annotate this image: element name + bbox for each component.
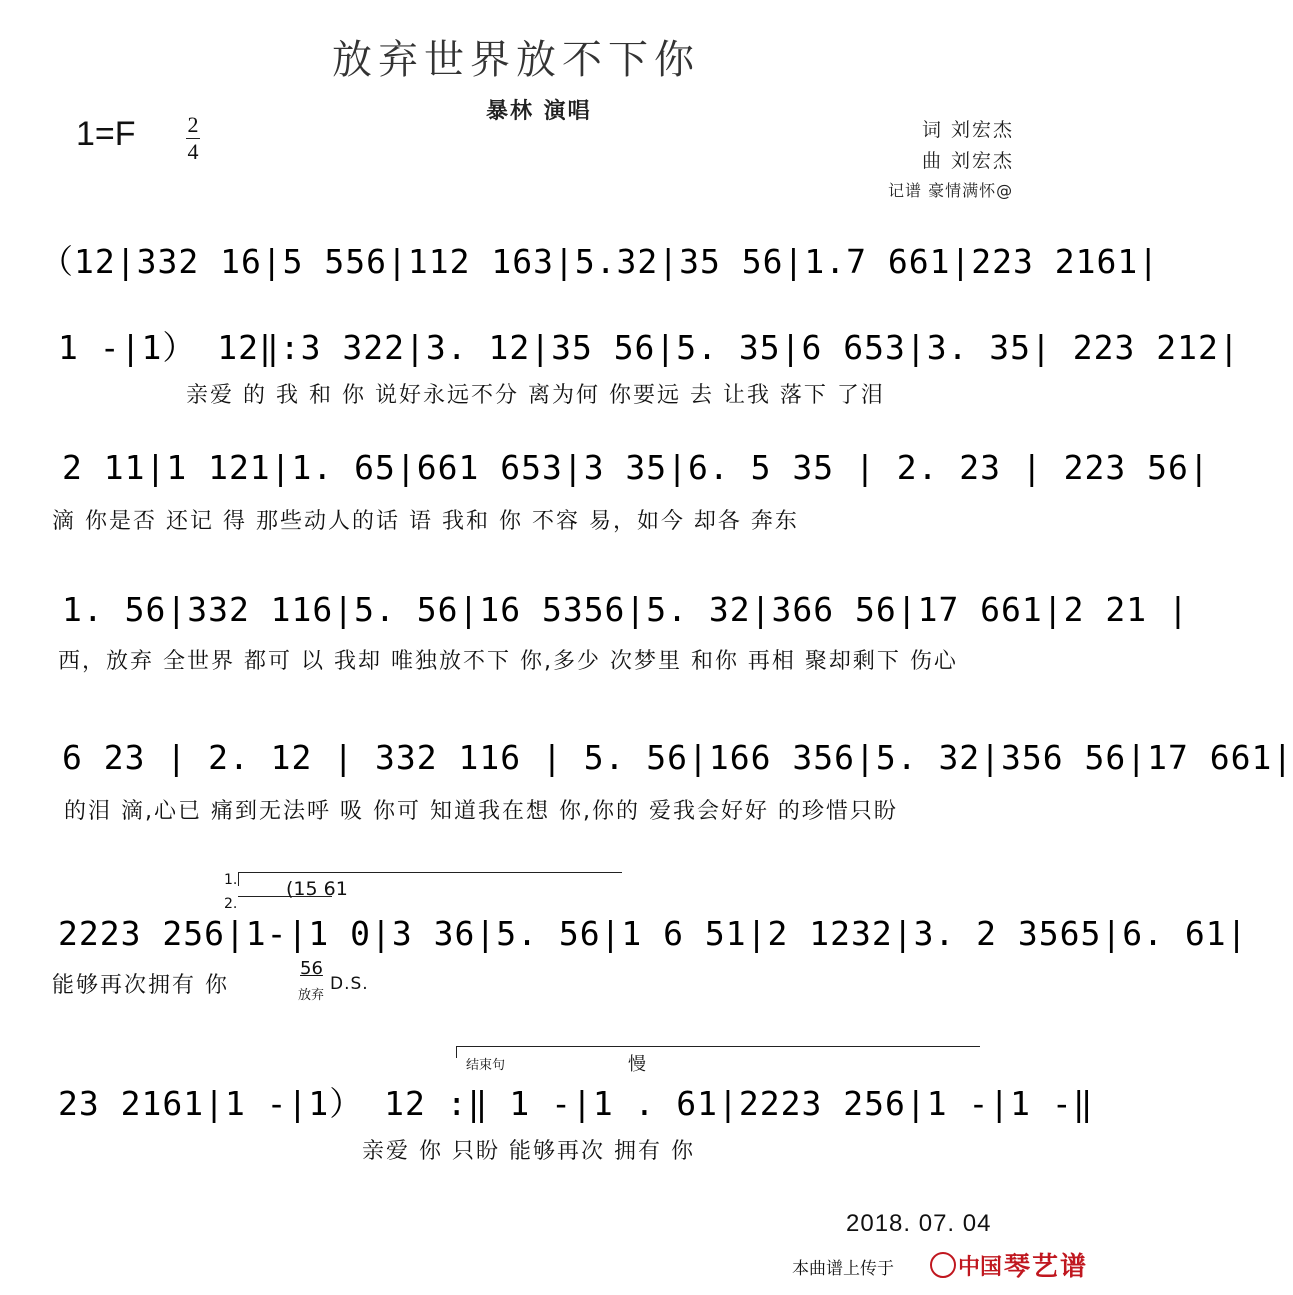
time-signature [183, 112, 203, 165]
time-signature-top: 2 [187, 112, 199, 137]
brand-name-b: 琴艺谱 [1004, 1252, 1089, 1282]
ending-bracket-left [456, 1046, 457, 1058]
substitute-lyric: 放弃 [298, 988, 325, 1003]
lyrics-row-3: 滴 你是否 还记 得 那些动人的话 语 我和 你 不容 易，如今 却各 奔东 [52, 509, 799, 534]
volta-alt-notes: (15 61 [286, 878, 348, 900]
singer-credit: 暴林 演唱 [486, 99, 592, 124]
notation-row-4: 1. 56|332 116|5. 56|16 5356|5. 32|366 56|17 661|2 21 | [62, 590, 1189, 629]
substitute-notes: 56 [300, 958, 323, 979]
lyrics-row-6: 能够再次拥有 你 [52, 973, 229, 998]
key-signature: 1=F [76, 115, 136, 153]
lyricist-credit: 词 刘宏杰 [922, 119, 1015, 141]
brand-name-a: 中国 [958, 1255, 1003, 1280]
volta-first-label: 1. [224, 872, 238, 888]
time-signature-bottom: 4 [187, 139, 199, 164]
upload-note: 本曲谱上传于 [792, 1259, 894, 1279]
date-stamp: 2018. 07. 04 [846, 1210, 992, 1237]
lyrics-row-2: 亲爱 的 我 和 你 说好永远不分 离为何 你要远 去 让我 落下 了泪 [186, 383, 885, 408]
recorder-credit: 记谱 豪情满怀@ [888, 181, 1014, 200]
notation-row-5: 6 23 | 2. 12 | 332 116 | 5. 56|166 356|5. 32|356 56|17 661| [62, 738, 1293, 777]
notation-row-7: 23 2161|1 -|1） 12 :‖ 1 -|1 . 61|2223 256|1 -|1 -‖ [58, 1084, 1094, 1123]
brand-logo-icon [930, 1252, 956, 1278]
tempo-mark: 慢 [628, 1054, 646, 1075]
volta-line-1 [238, 872, 622, 873]
composer-credit: 曲 刘宏杰 [922, 150, 1015, 172]
notation-row-2: 1 -|1） 12‖:3 322|3. 12|35 56|5. 35|6 653|3. 35| 223 212| [58, 328, 1240, 367]
volta-second-label: 2. [224, 896, 238, 912]
lyrics-row-5: 的泪 滴,心已 痛到无法呼 吸 你可 知道我在想 你,你的 爱我会好好 的珍惜只盼 [64, 799, 898, 824]
lyrics-row-7: 亲爱 你 只盼 能够再次 拥有 你 [362, 1139, 695, 1164]
ending-bracket-line [456, 1046, 980, 1047]
notation-row-3: 2 11|1 121|1. 65|661 653|3 35|6. 5 35 | 2. 23 | 223 56| [62, 448, 1210, 487]
lyrics-row-4: 西，放弃 全世界 都可 以 我却 唯独放不下 你,多少 次梦里 和你 再相 聚却剩下 伤心 [58, 649, 958, 674]
volta-left-1 [238, 872, 239, 886]
ending-label: 结束句 [466, 1058, 506, 1073]
dal-segno-mark: D.S. [330, 974, 369, 994]
notation-row-6: 2223 256|1-|1 0|3 36|5. 56|1 6 51|2 1232|3. 2 3565|6. 61| [58, 914, 1248, 953]
song-title: 放弃世界放不下你 [332, 37, 700, 83]
notation-row-1: （12|332 16|5 556|112 163|5.32|35 56|1.7 661|223 2161| [40, 242, 1160, 281]
